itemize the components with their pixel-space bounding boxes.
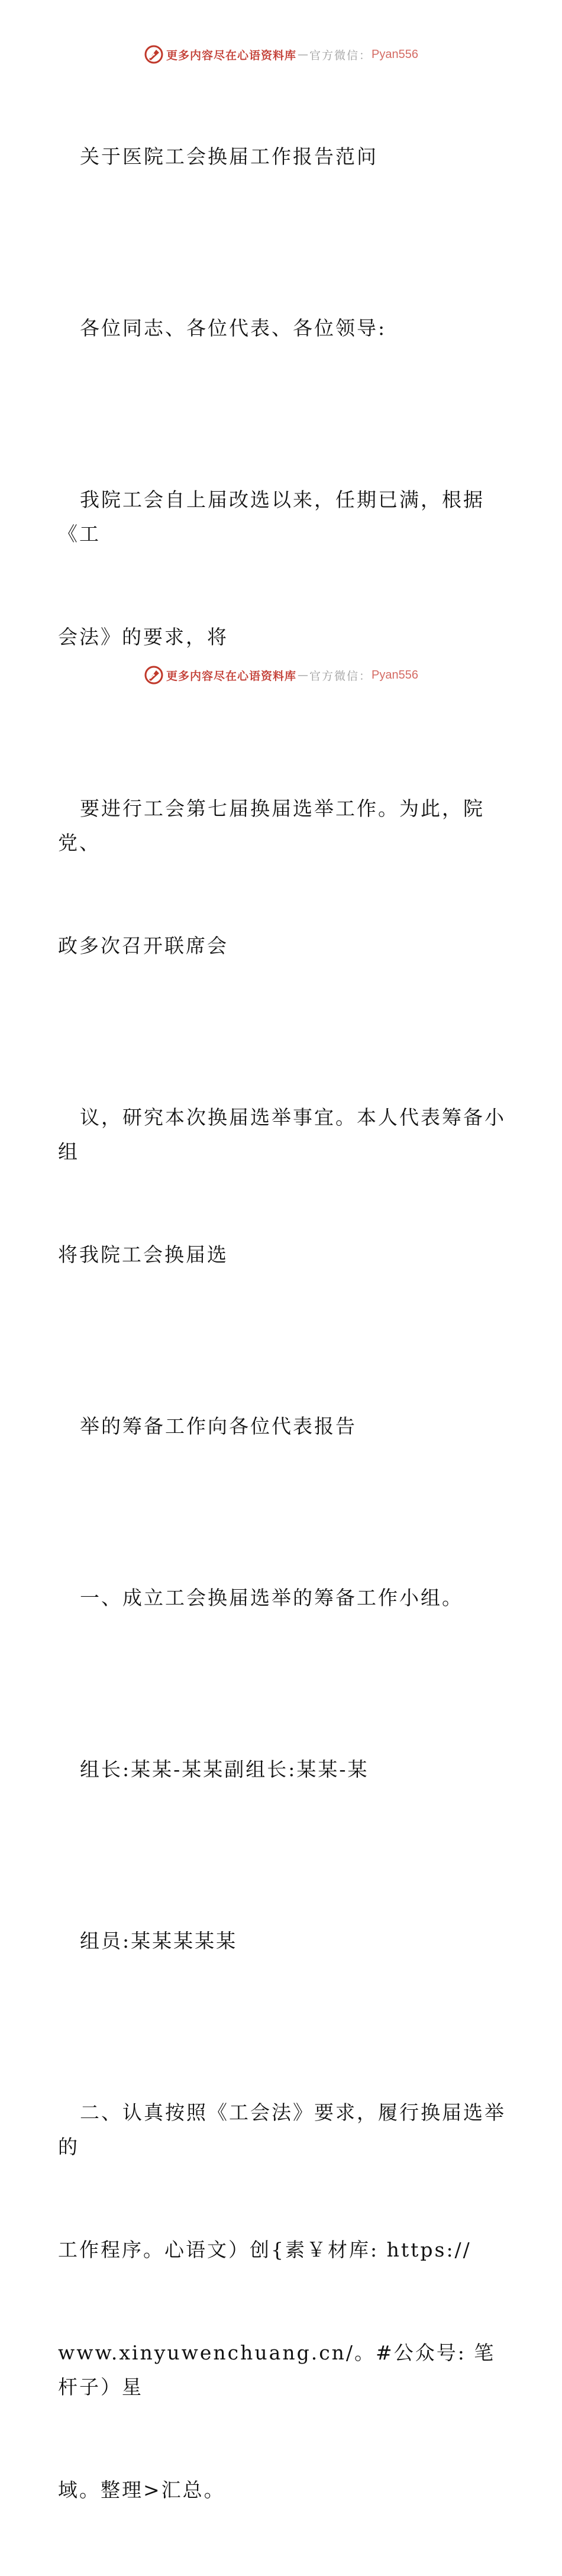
leaders-line [58, 1684, 506, 1855]
paragraph-2 [58, 723, 506, 1032]
banner-account: Pyan556 [372, 47, 418, 61]
banner-brand-text: 更多内容尽在心语资料库 [166, 49, 297, 62]
banner-dash: — [298, 48, 309, 61]
paragraph-3-line-2: 将我院工会换届选 [58, 1243, 228, 1266]
document-body [58, 71, 506, 2576]
greeting-paragraph [58, 243, 506, 414]
greeting-text: 各位同志、各位代表、各位领导: [80, 317, 387, 340]
banner-dash: — [298, 669, 309, 682]
section-2-line-1: 二、认真按照《工会法》要求，履行换届选举的 [58, 2101, 506, 2158]
banner-account: Pyan556 [372, 668, 418, 682]
document-title [58, 71, 506, 243]
paragraph-4 [58, 1341, 506, 1512]
section-1-heading [58, 1512, 506, 1684]
paragraph-3 [58, 1032, 506, 1341]
section-1-text: 一、成立工会换届选举的筹备工作小组。 [80, 1586, 463, 1609]
members-text: 组员:某某某某某 [80, 1929, 238, 1952]
pen-nib-logo-icon [144, 44, 164, 64]
paragraph-1-line-2: 会法》的要求，将 [58, 625, 228, 648]
section-2-line-4: 域。整理>汇总。 [58, 2478, 225, 2501]
section-2-line-2: 工作程序。心语文）创{素￥材库: https:// [58, 2238, 471, 2261]
banner-official-label: 官方微信： [309, 669, 372, 683]
title-text: 关于医院工会换届工作报告范问 [80, 145, 378, 168]
footer-banner [0, 663, 562, 687]
members-line [58, 1855, 506, 2027]
paragraph-1-line-1: 我院工会自上届改选以来，任期已满，根据《工 [58, 488, 485, 545]
section-2-paragraph [58, 2027, 506, 2576]
paragraph-2-line-2: 政多次召开联席会 [58, 934, 228, 957]
paragraph-3-line-1: 议，研究本次换届选举事宜。本人代表筹备小组 [58, 1106, 506, 1163]
paragraph-4-text: 举的筹备工作向各位代表报告 [80, 1415, 357, 1438]
section-2-line-3: www.xinyuwenchuang.cn/。#公众号: 笔杆子）星 [58, 2341, 496, 2399]
header-banner [0, 43, 562, 66]
paragraph-2-line-1: 要进行工会第七届换届选举工作。为此，院党、 [58, 797, 485, 854]
pen-nib-logo-icon [144, 665, 164, 685]
banner-official-label: 官方微信： [309, 49, 372, 62]
banner-brand-text: 更多内容尽在心语资料库 [166, 669, 297, 683]
leaders-text: 组长:某某-某某副组长:某某-某 [80, 1758, 369, 1781]
